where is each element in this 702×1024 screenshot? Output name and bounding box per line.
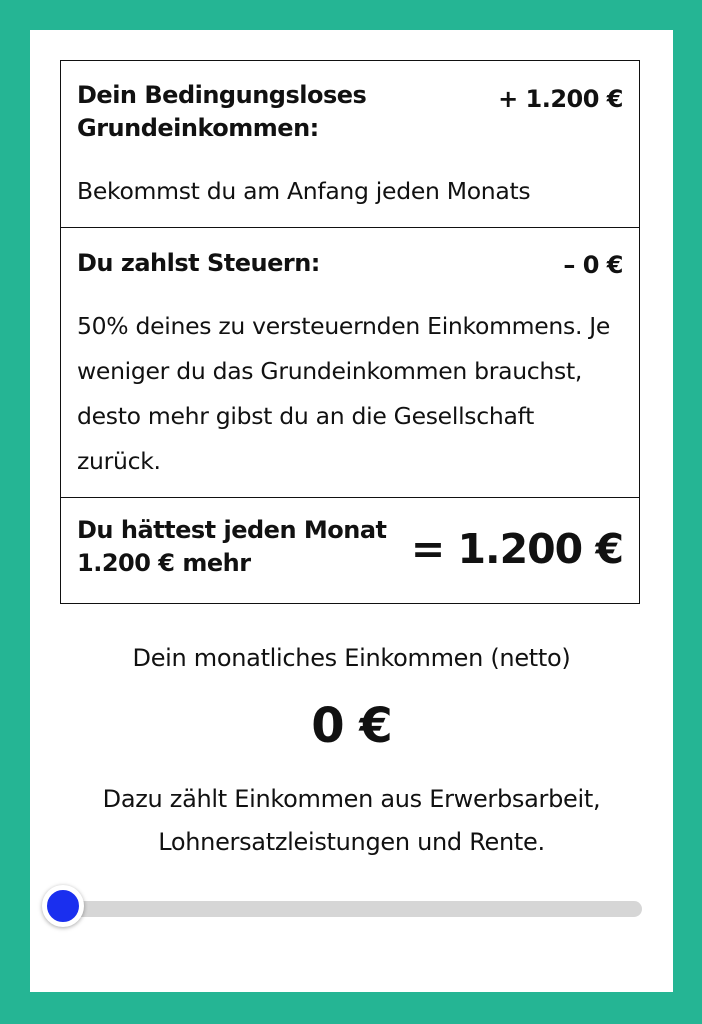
slider-thumb[interactable] <box>42 885 84 927</box>
summary-table <box>60 60 640 604</box>
taxes-amount: – 0 € <box>563 251 623 279</box>
basic-income-description: Bekommst du am Anfang jeden Monats <box>77 177 531 205</box>
result-title: Du hättest jeden Monat 1.200 € mehr <box>77 516 387 577</box>
income-note: Dazu zählt Einkommen aus Erwerbsarbeit, Lohnersatzleistungen und Rente. <box>102 785 601 856</box>
taxes-row <box>61 228 639 498</box>
result-row <box>61 498 639 603</box>
basic-income-amount: + 1.200 € <box>498 85 623 113</box>
income-slider[interactable] <box>60 901 642 917</box>
basic-income-row <box>61 61 639 228</box>
result-amount: = 1.200 € <box>410 525 623 573</box>
calculator-card <box>30 30 673 992</box>
income-value: 0 € <box>311 698 392 754</box>
basic-income-title: Dein Bedingungsloses Grundeinkommen: <box>77 81 367 142</box>
taxes-title: Du zahlst Steuern: <box>77 249 320 277</box>
income-label: Dein monatliches Einkommen (netto) <box>132 644 571 672</box>
taxes-description: 50% deines zu versteuernden Einkommens. Je weniger du das Grundeinkommen brauchst, desto mehr gibst du an die Gesellschaft zurück. <box>77 312 611 475</box>
